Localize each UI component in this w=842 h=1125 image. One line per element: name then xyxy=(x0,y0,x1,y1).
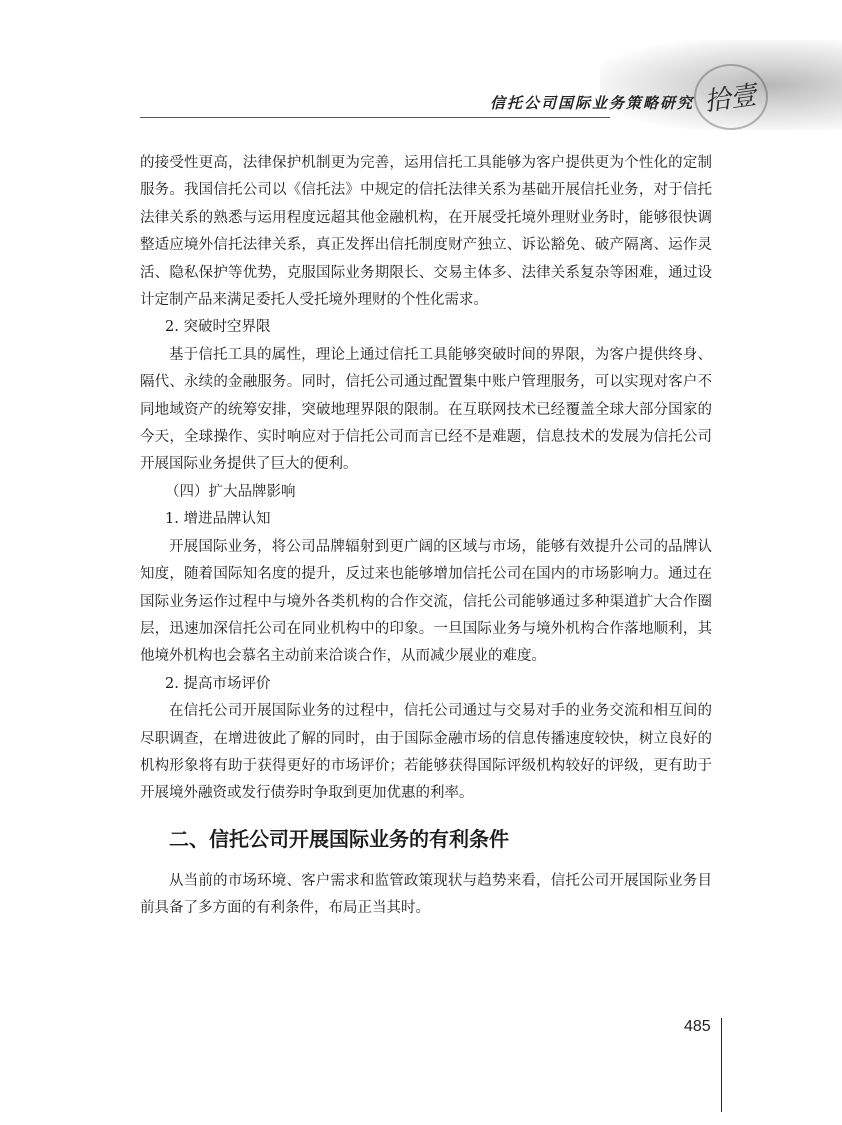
subheading-brand-awareness: 1. 增进品牌认知 xyxy=(165,511,271,528)
body-text xyxy=(140,150,712,923)
running-title: 信托公司国际业务策略研究 xyxy=(489,94,694,112)
section-heading: 二、信托公司开展国际业务的有利条件 xyxy=(169,826,509,851)
paragraph: 在信托公司开展国际业务的过程中，信托公司通过与交易对手的业务交流和相互间的尽职调查，在增进彼此了解的同时，由于国际金融市场的信息传播速度较快，树立良好的机构形象将有助于获得更好的市场评价；若能够获得国际评级机构较好的评级，更有助于开展境外融资或发行债券时争取到更加优惠的利率。 xyxy=(140,703,712,802)
subheading-break-time-space: 2. 突破时空界限 xyxy=(165,319,271,336)
page-header xyxy=(0,0,842,130)
subheading-expand-brand: （四）扩大品牌影响 xyxy=(165,483,296,500)
paragraph: 从当前的市场环境、客户需求和监管政策现状与趋势来看，信托公司开展国际业务目前具备了多方面的有利条件，布局正当其时。 xyxy=(140,872,712,917)
page-number: 485 xyxy=(684,1018,711,1035)
paragraph: 基于信托工具的属性，理论上通过信托工具能够突破时间的界限，为客户提供终身、隔代、永续的金融服务。同时，信托公司通过配置集中账户管理服务，可以实现对客户不同地域资产的统筹安排，突破地理界限的限制。在互联网技术已经覆盖全球大部分国家的今天，全球操作、实时响应对于信托公司而言已经不是难题，信息技术的发展为信托公司开展国际业务提供了巨大的便利。 xyxy=(140,346,712,473)
paragraph-continued: 的接受性更高，法律保护机制更为完善，运用信托工具能够为客户提供更为个性化的定制服务。我国信托公司以《信托法》中规定的信托法律关系为基础开展信托业务，对于信托法律关系的熟悉与运用程度远超其他金融机构，在开展受托境外理财业务时，能够很快调整适应境外信托法律关系，真正发挥出信托制度财产独立、诉讼豁免、破产隔离、运作灵活、隐私保护等优势，克服国际业务期限长、交易主体多、法律关系复杂等困难，通过设计定制产品来满足委托人受托境外理财的个性化需求。 xyxy=(140,155,712,309)
chapter-seal: 拾壹 xyxy=(702,80,759,117)
header-rule xyxy=(140,117,610,118)
subheading-market-evaluation: 2. 提高市场评价 xyxy=(165,675,271,692)
page-number-rule xyxy=(721,1018,722,1112)
paragraph: 开展国际业务，将公司品牌辐射到更广阔的区域与市场，能够有效提升公司的品牌认知度，随着国际知名度的提升，反过来也能够增加信托公司在国内的市场影响力。通过在国际业务运作过程中与境外各类机构的合作交流，信托公司能够通过多种渠道扩大合作圈层，迅速加深信托公司在同业机构中的印象。一旦国际业务与境外机构合作落地顺利，其他境外机构也会慕名主动前来洽谈合作，从而减少展业的难度。 xyxy=(140,538,712,665)
